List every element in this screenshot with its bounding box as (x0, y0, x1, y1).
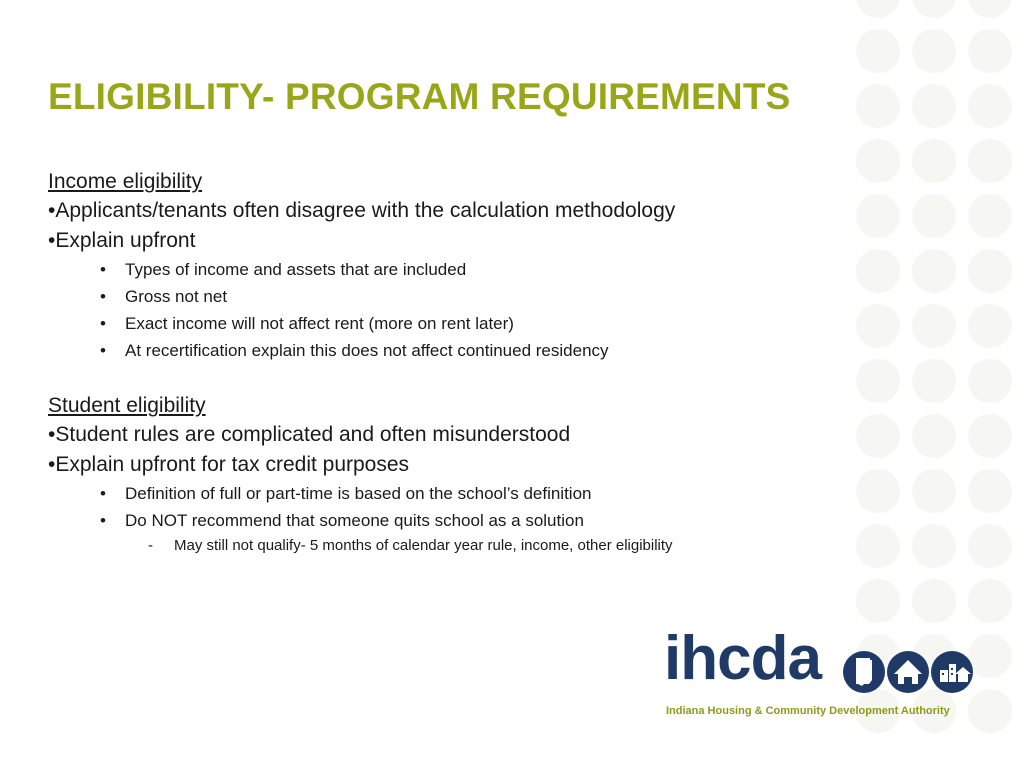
decorative-dot (856, 84, 900, 128)
decorative-dot (856, 304, 900, 348)
section-spacer (48, 364, 848, 392)
sub-bullet (48, 337, 848, 364)
decorative-dot (856, 469, 900, 513)
sub-sub-bullet-text: May still not qualify- 5 months of calendar year rule, income, other eligibility (174, 537, 673, 554)
decorative-dot (856, 579, 900, 623)
decorative-dot (912, 469, 956, 513)
house-icon (887, 651, 929, 693)
slide-body (48, 168, 848, 558)
decorative-dot (912, 249, 956, 293)
logo-wordmark: ihcda (664, 624, 821, 693)
decorative-dot (912, 579, 956, 623)
sub-bullet-text: Definition of full or part-time is based on the school’s definition (125, 484, 592, 503)
decorative-dot (968, 84, 1012, 128)
sub-bullet (48, 256, 848, 283)
decorative-dot (912, 194, 956, 238)
decorative-dot (968, 414, 1012, 458)
decorative-dot (856, 359, 900, 403)
sub-bullet-text: Types of income and assets that are included (125, 260, 467, 279)
decorative-dot (968, 304, 1012, 348)
sub-bullet (48, 283, 848, 310)
sub-bullet-text: Exact income will not affect rent (more on rent later) (125, 314, 514, 333)
logo-tagline: Indiana Housing & Community Development Authority (666, 705, 950, 717)
slide-title: ELIGIBILITY- PROGRAM REQUIREMENTS (48, 76, 791, 117)
sub-bullet-text: Gross not net (125, 287, 228, 306)
decorative-dot (912, 524, 956, 568)
sub-bullet-text: Do NOT recommend that someone quits school as a solution (125, 511, 584, 530)
bullet-marker: • (100, 484, 106, 503)
decorative-dot (968, 469, 1012, 513)
decorative-dot (968, 194, 1012, 238)
decorative-dot (912, 414, 956, 458)
bullet-marker: • (100, 511, 106, 530)
section-heading-income: Income eligibility (48, 170, 203, 193)
decorative-dot (912, 29, 956, 73)
sub-bullet-text: At recertification explain this does not affect continued residency (125, 341, 609, 360)
decorative-dot (856, 414, 900, 458)
section-heading-student: Student eligibility (48, 394, 206, 417)
decorative-dot (856, 139, 900, 183)
sub-sub-bullet (48, 534, 848, 558)
decorative-dot (968, 359, 1012, 403)
sub-bullet (48, 507, 848, 534)
bullet-marker: • (100, 341, 106, 360)
decorative-dot (968, 524, 1012, 568)
decorative-dot (912, 139, 956, 183)
sub-bullet (48, 480, 848, 507)
decorative-dot (912, 304, 956, 348)
bullet: •Explain upfront for tax credit purposes (48, 453, 410, 476)
bullet-marker: • (100, 314, 106, 333)
decorative-dot (856, 249, 900, 293)
decorative-dot (856, 29, 900, 73)
indiana-state-icon (843, 651, 885, 693)
decorative-dot (856, 194, 900, 238)
decorative-dot (968, 579, 1012, 623)
bullet: •Student rules are complicated and often misunderstood (48, 423, 571, 446)
decorative-dot (912, 0, 956, 18)
decorative-dot (968, 29, 1012, 73)
dash-marker: - (148, 537, 153, 554)
decorative-dot (856, 524, 900, 568)
bullet: •Explain upfront (48, 229, 196, 252)
community-icon (931, 651, 973, 693)
sub-bullet (48, 310, 848, 337)
decorative-dot (968, 139, 1012, 183)
decorative-dot (856, 0, 900, 18)
decorative-dot (912, 84, 956, 128)
ihcda-logo (664, 624, 984, 728)
decorative-dot (912, 359, 956, 403)
logo-icon-group (842, 646, 974, 698)
decorative-dot (968, 249, 1012, 293)
bullet-marker: • (100, 260, 106, 279)
bullet-marker: • (100, 287, 106, 306)
bullet: •Applicants/tenants often disagree with the calculation methodology (48, 199, 676, 222)
decorative-dot (968, 0, 1012, 18)
